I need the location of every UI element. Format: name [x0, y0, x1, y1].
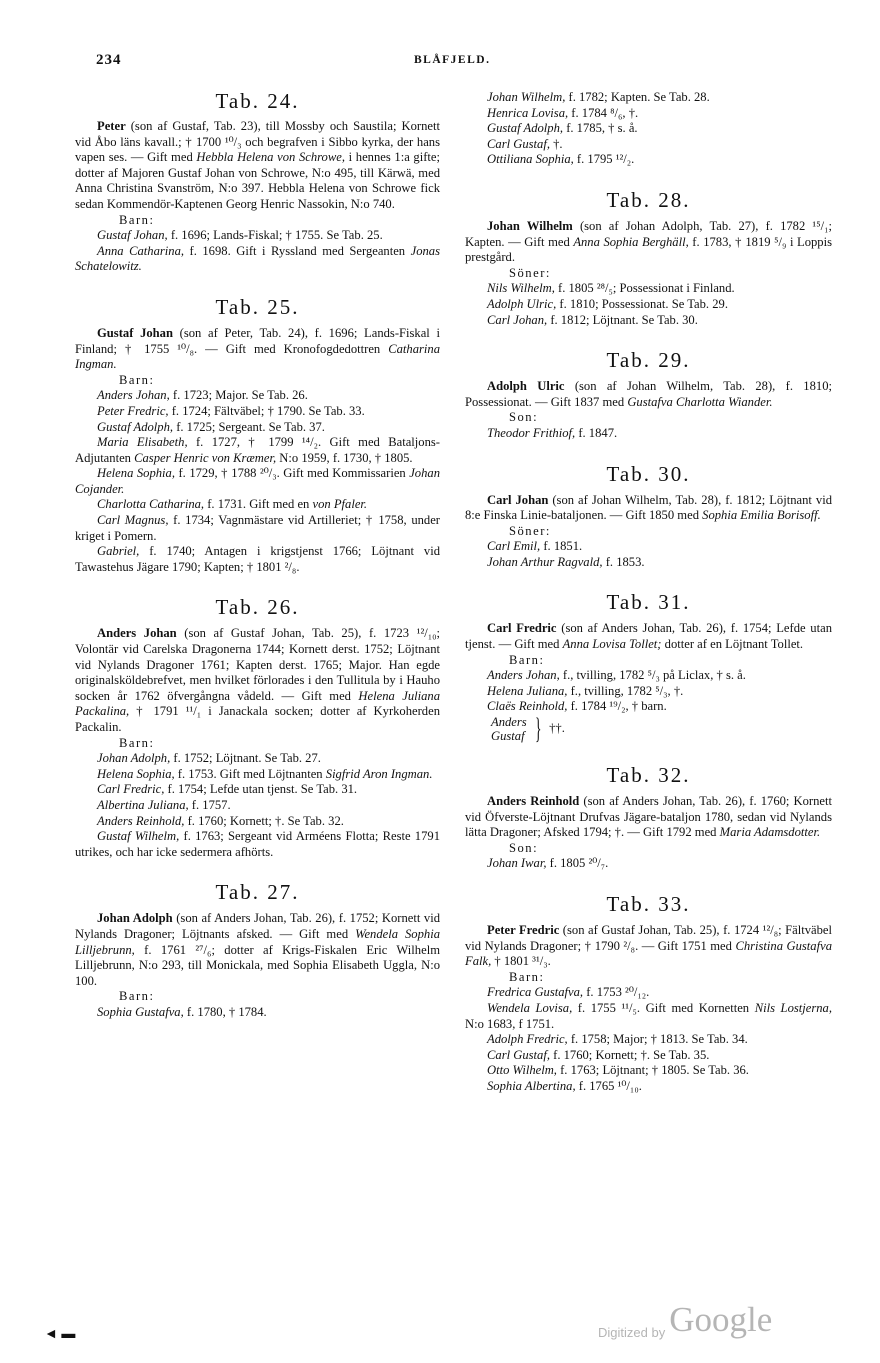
tab-27-heading: Tab. 27.	[215, 880, 300, 905]
tab-28-entry: Johan Wilhelm (son af Johan Adolph, Tab. 27), f. 1782 ¹⁵/₁; Kapten. — Gift med Anna Sophia Berghäll, f. 1783, † 1819 ⁵/₉ i Loppis prestgård.	[465, 218, 832, 265]
child-entry: Peter Fredric, f. 1724; Fältväbel; † 1790. Se Tab. 33.	[97, 403, 365, 418]
child-entry: Carl Gustaf, †.	[487, 136, 563, 151]
child-entry: Maria Elisabeth, f. 1727, † 1799 ¹⁴/₂. Gift med Bataljons-Adjutanten Casper Henric von Kræmer, N:o 1959, f. 1730, † 1805.	[75, 435, 440, 465]
barn-label: Barn:	[119, 989, 155, 1004]
child-entry: Sophia Albertina, f. 1765 ¹⁰/₁₀.	[487, 1078, 642, 1093]
child-entry: Gustaf Wilhelm, f. 1763; Sergeant vid Arméens Flotta; Reste 1791 utrikes, och har icke sedermera afhörts.	[75, 829, 440, 859]
tab-32-entry: Anders Reinhold (son af Anders Johan, Tab. 26), f. 1760; Kornett vid Öfverste-Löjtnant Drufvas Jägare-bataljon 1780, sedan vid Nylands lätta Dragoner; Afsked 1794; †. — Gift 1792 med Maria Adamsdotter.	[465, 794, 833, 840]
entry-name: Peter	[97, 119, 126, 133]
tab-33-entry: Peter Fredric (son af Gustaf Johan, Tab. 25), f. 1724 ¹²/₈; Fältväbel vid Nylands Dragoner; † 1790 ²/₈. — Gift 1751 med Christina Gustafva Falk, † 1801 ³¹/₃.	[465, 923, 832, 969]
soner-label: Söner:	[509, 265, 551, 280]
barn-label: Barn:	[119, 212, 155, 227]
page-header	[96, 52, 804, 72]
tab-31-entry: Carl Fredric (son af Anders Johan, Tab. 26), f. 1754; Lefde utan tjenst. — Gift med Anna Lovisa Tollet; dotter af en Löjtnant Tollet.	[465, 621, 832, 652]
child-entry: Anders Johan, f., tvilling, 1782 ⁵/₃ på Liclax, † s. å.	[487, 668, 746, 683]
child-entry: Albertina Juliana, f. 1757.	[97, 797, 231, 812]
tab-26-heading: Tab. 26.	[215, 595, 300, 620]
child-entry: Carl Magnus, f. 1734; Vagnmästare vid Artilleriet; † 1758, under kriget i Pomern.	[75, 513, 441, 543]
tab-31-heading: Tab. 31.	[606, 590, 691, 615]
barn-label: Barn:	[119, 372, 155, 387]
child-entry: Anders Reinhold, f. 1760; Kornett; †. Se Tab. 32.	[97, 813, 344, 828]
child-entry: Carl Fredric, f. 1754; Lefde utan tjenst. Se Tab. 31.	[97, 782, 358, 797]
left-column	[75, 88, 440, 1021]
child-entry: Johan Adolph, f. 1752; Löjtnant. Se Tab. 27.	[97, 751, 321, 766]
child-entry: Claës Reinhold, f. 1784 ¹⁹/₂, † barn.	[487, 699, 667, 714]
child-entry: Adolph Fredric, f. 1758; Major; † 1813. Se Tab. 34.	[487, 1032, 748, 1047]
google-logo: Google	[669, 1300, 773, 1339]
child-entry: Adolph Ulric, f. 1810; Possessionat. Se Tab. 29.	[487, 296, 728, 311]
digitized-label: Digitized by	[598, 1325, 666, 1340]
child-entry: Nils Wilhelm, f. 1805 ²⁸/₅; Possessionat i Finland.	[487, 281, 735, 296]
child-entry: Gustaf Adolph, f. 1725; Sergeant. Se Tab. 37.	[97, 419, 325, 434]
child-entry: Johan Arthur Ragvald, f. 1853.	[487, 554, 645, 569]
child-entry: Gabriel, f. 1740; Antagen i krigstjenst 1766; Löjtnant vid Tawastehus Jägare 1790; Kapten; † 1801 ²/₈.	[75, 544, 440, 574]
child-entry: Sophia Gustafva, f. 1780, † 1784.	[97, 1004, 267, 1019]
child-entry: Carl Gustaf, f. 1760; Kornett; †. Se Tab. 35.	[487, 1047, 710, 1062]
child-entry: Ottiliana Sophia, f. 1795 ¹²/₂.	[487, 152, 635, 167]
page-number: 234	[96, 52, 122, 68]
brace-glyph: }	[534, 712, 542, 746]
child-entry: Fredrica Gustafva, f. 1753 ²⁰/₁₂.	[487, 985, 650, 1000]
running-head: BLÅFJELD.	[414, 54, 491, 66]
tab-28-heading: Tab. 28.	[606, 187, 691, 212]
child-entry: Otto Wilhelm, f. 1763; Löjtnant; † 1805. Se Tab. 36.	[487, 1063, 749, 1078]
child-entry: Wendela Lovisa, f. 1755 ¹¹/₅. Gift med Kornetten Nils Lostjerna, N:o 1683, f 1751.	[465, 1000, 832, 1031]
son-label: Son:	[509, 410, 539, 425]
son-label: Son:	[509, 840, 539, 855]
barn-label: Barn:	[119, 735, 155, 750]
twin-name: Gustaf	[491, 729, 525, 744]
tab-25-entry: Gustaf Johan (son af Peter, Tab. 24), f. 1696; Lands-Fiskal i Finland; † 1755 ¹⁰/₈. — Gift med Kronofogdedottren Catharina Ingman.	[75, 325, 440, 372]
tab-30-heading: Tab. 30.	[606, 461, 691, 486]
tab-32-heading: Tab. 32.	[606, 763, 691, 788]
child-entry: Helena Sophia, f. 1729, † 1788 ²⁰/₃. Gift med Kommissarien Johan Cojander.	[75, 466, 440, 496]
tab-25-heading: Tab. 25.	[215, 294, 300, 319]
child-entry: Anders Johan, f. 1723; Major. Se Tab. 26.	[97, 388, 308, 403]
twins-entry	[465, 712, 832, 746]
tab-33-heading: Tab. 33.	[606, 892, 691, 916]
scan-mark: ◄ ▬	[44, 1327, 76, 1342]
tab-26-entry: Anders Johan (son af Gustaf Johan, Tab. 25), f. 1723 ¹²/₁₀; Volontär vid Carelska Dragonerna 1744; Kornett derst. 1752; Löjtnant vid Nylands Dragoner 1761; Kapten derst. 1765; Major. Han egde originalsköldebrefvet, men hvilket förlorades i den Tullitula by i Hauho socken år 1762 öfvergångna vådeld. — Gift med Helena Juliana Packalina, † 1791 ¹¹/₁ i Janackala socken; dotter af Kyrkoherden Packalin.	[75, 626, 440, 734]
twins-note: ††.	[549, 721, 565, 736]
child-entry: Johan Wilhelm, f. 1782; Kapten. Se Tab. 28.	[487, 90, 710, 104]
child-entry: Johan Iwar, f. 1805 ²⁰/₇.	[487, 856, 609, 871]
child-entry: Gustaf Adolph, f. 1785, † s. å.	[487, 121, 638, 136]
child-entry: Gustaf Johan, f. 1696; Lands-Fiskal; † 1755. Se Tab. 25.	[97, 228, 383, 243]
child-entry: Henrica Lovisa, f. 1784 ⁸/₆, †.	[487, 105, 639, 120]
child-entry: Carl Johan, f. 1812; Löjtnant. Se Tab. 30.	[487, 312, 698, 327]
child-entry: Helena Juliana, f., tvilling, 1782 ⁵/₃, †.	[487, 683, 684, 698]
tab-29-heading: Tab. 29.	[606, 348, 691, 373]
right-column	[465, 90, 832, 1095]
tab-24-heading: Tab. 24.	[215, 89, 300, 113]
child-entry: Helena Sophia, f. 1753. Gift med Löjtnanten Sigfrid Aron Ingman.	[97, 766, 433, 781]
soner-label: Söner:	[509, 523, 551, 538]
tab-24-entry: Peter (son af Gustaf, Tab. 23), till Mossby och Saustila; Kornett vid Åbo läns kavall.; † 1700 ¹⁰/₃ och begrafven i Sibbo kyrka, der hans vapen ses. — Gift med Hebbla Helena von Schrowe, i hennes 1:a gifte; dotter af Majoren Gustaf Johan von Schrowe, N:o 495, till Kärwä, med Anna Christina Svanström, N:o 397. Hebbla Helena von Schrowe fick sedan Kommendör-Kaptenen Georg Henric Nassokin, N:o 740.	[75, 119, 441, 211]
child-entry: Carl Emil, f. 1851.	[487, 539, 583, 554]
tab-30-entry: Carl Johan (son af Johan Wilhelm, Tab. 28), f. 1812; Löjtnant vid 8:e Finska Linie-bataljonen. — Gift 1850 med Sophia Emilia Borisoff.	[465, 492, 832, 523]
barn-label: Barn:	[509, 969, 545, 984]
twin-name: Anders	[491, 715, 527, 730]
child-entry: Anna Catharina, f. 1698. Gift i Ryssland med Sergeanten Jonas Schatelowitz.	[75, 243, 440, 274]
child-entry: Charlotta Catharina, f. 1731. Gift med en von Pfaler.	[97, 497, 368, 512]
child-entry: Theodor Frithiof, f. 1847.	[487, 425, 618, 440]
tab-27-entry: Johan Adolph (son af Anders Johan, Tab. 26), f. 1752; Kornett vid Nylands Dragoner; Löjtnants afsked. — Gift med Wendela Sophia Lilljebrunn, f. 1761 ²⁷/₆; dotter af Krigs-Fiskalen Eric Wilhelm Lilljebrunn, N:o 293, till Monickala, med Sophia Elisabeth Uggla, N:o 100.	[75, 911, 441, 988]
digitized-by-google-watermark	[598, 1300, 772, 1340]
tab-29-entry: Adolph Ulric (son af Johan Wilhelm, Tab. 28), f. 1810; Possessionat. — Gift 1837 med Gustafva Charlotta Wiander.	[465, 379, 832, 409]
barn-label: Barn:	[509, 652, 545, 667]
